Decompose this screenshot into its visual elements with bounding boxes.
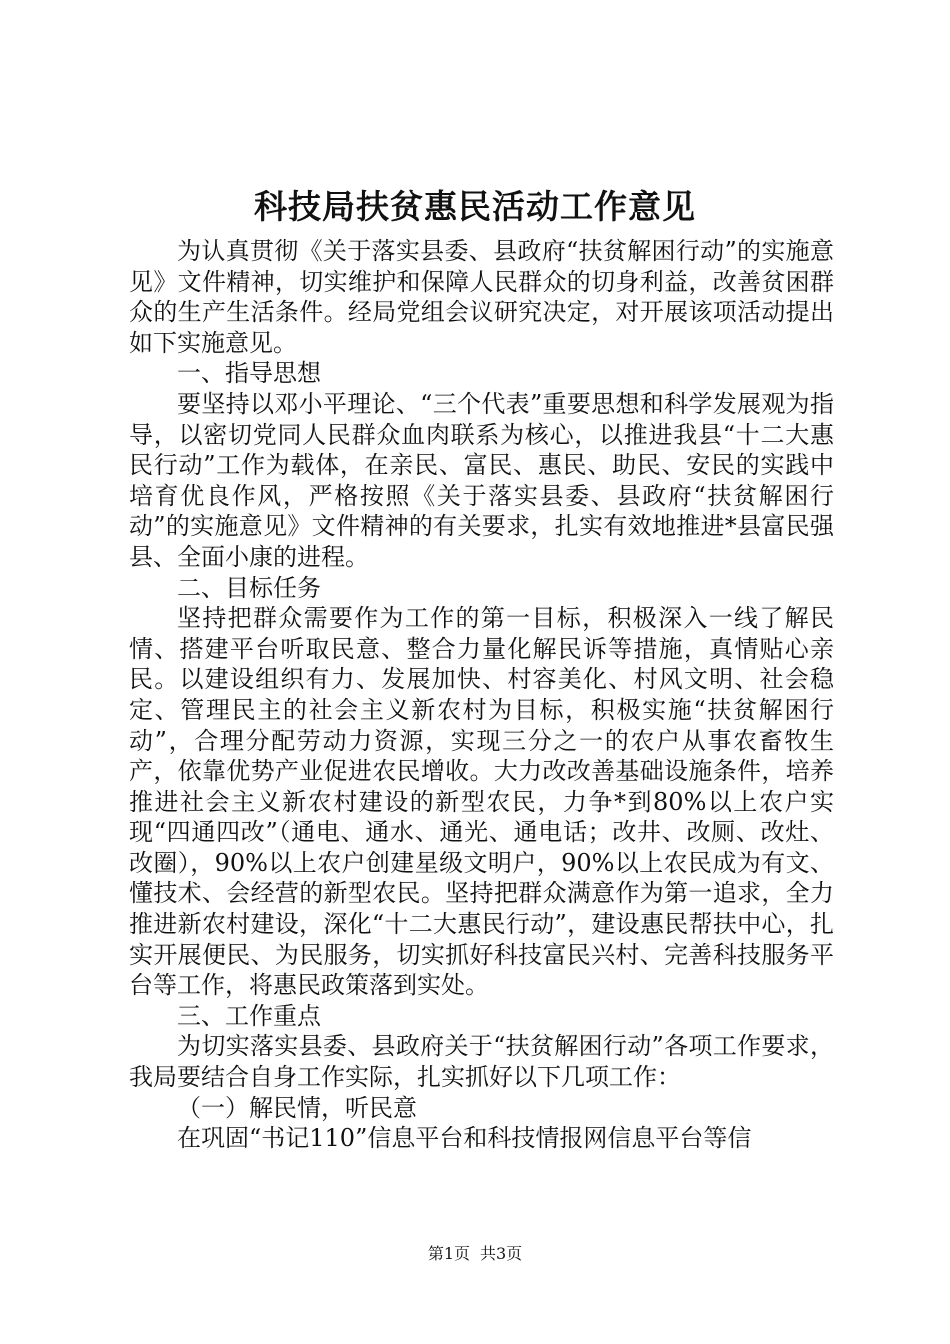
page-footer — [0, 1243, 950, 1265]
paragraph-key-work: 为切实落实县委、县政府关于“扶贫解困行动”各项工作要求，我局要结合自身工作实际，扎实抓好以下几项工作： — [129, 1032, 834, 1092]
section-heading-key-work: 三、工作重点 — [177, 1001, 321, 1030]
paragraph-goals: 坚持把群众需要作为工作的第一目标，积极深入一线了解民情、搭建平台听取民意、整合力量化解民诉等措施，真情贴心亲民。以建设组织有力、发展加快、村容美化、村风文明、社会稳定、管理民主的社会主义新农村为目标，积极实施“扶贫解困行动”，合理分配劳动力资源，实现三分之一的农户从事农畜牧生产，依靠优势产业促进农民增收。大力改改善基础设施条件，培养推进社会主义新农村建设的新型农民，力争*到80%以上农户实现“四通四改”（通电、通水、通光、通电话；改井、改厕、改灶、改圈），90%以上农户创建星级文明户，90%以上农民成为有文、懂技术、会经营的新型农民。坚持把群众满意作为第一追求，全力推进新农村建设，深化“十二大惠民行动”，建设惠民帮扶中心，扎实开展便民、为民服务，切实抓好科技富民兴村、完善科技服务平台等工作，将惠民政策落到实处。 — [129, 604, 834, 1000]
page-total: 共3页 — [480, 1244, 523, 1263]
section-heading-goals: 二、目标任务 — [177, 573, 321, 602]
paragraph-guiding-thought: 要坚持以邓小平理论、“三个代表”重要思想和科学发展观为指导，以密切党同人民群众血肉联系为核心，以推进我县“十二大惠民行动”工作为载体，在亲民、富民、惠民、助民、安民的实践中培育优良作风，严格按照《关于落实县委、县政府“扶贫解困行动”的实施意见》文件精神的有关要求，扎实有效地推进*县富民强县、全面小康的进程。 — [129, 389, 834, 571]
document-body — [129, 236, 834, 1154]
document-title: 科技局扶贫惠民活动工作意见 — [254, 187, 696, 226]
page-number: 第1页 — [427, 1244, 470, 1263]
subsection-heading-1: （一）解民情，听民意 — [177, 1093, 417, 1122]
paragraph-intro: 为认真贯彻《关于落实县委、县政府“扶贫解困行动”的实施意见》文件精神，切实维护和保障人民群众的切身利益，改善贫困群众的生产生活条件。经局党组会议研究决定，对开展该项活动提出如下实施意见。 — [129, 237, 834, 357]
section-heading-guiding-thought: 一、指导思想 — [177, 359, 321, 388]
paragraph-subsection-1: 在巩固“书记110”信息平台和科技情报网信息平台等信 — [177, 1124, 752, 1153]
